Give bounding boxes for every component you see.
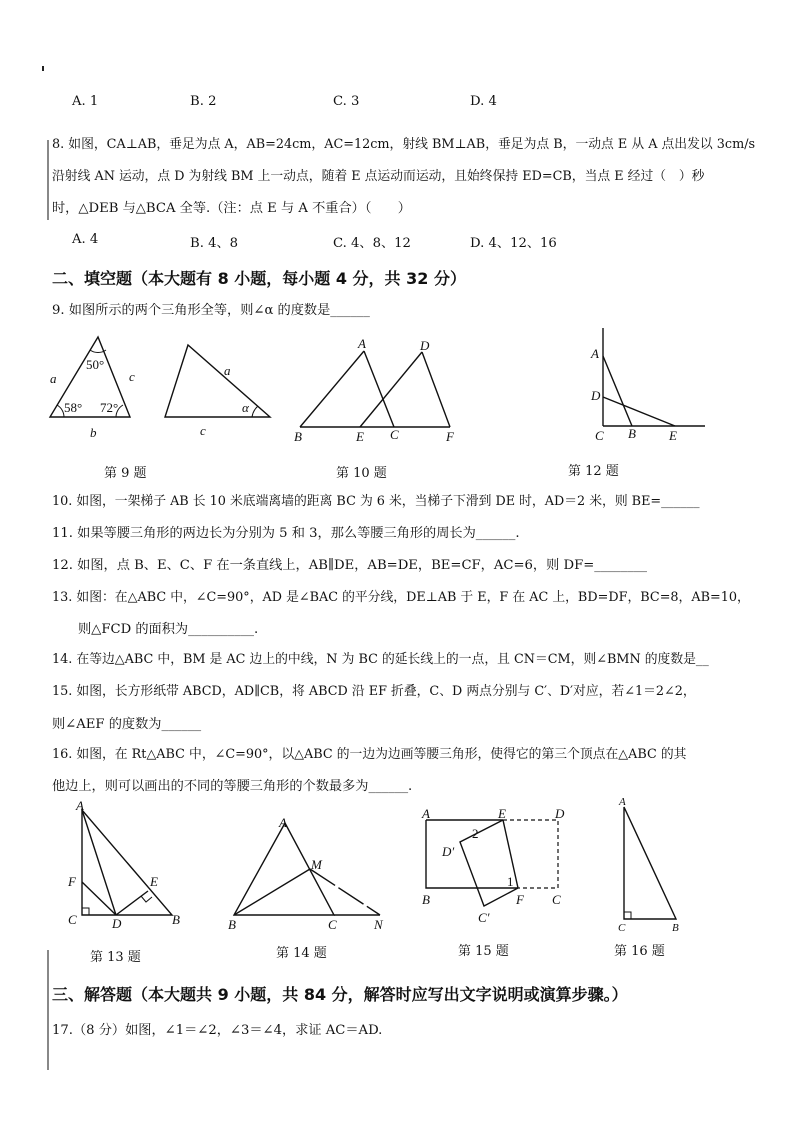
fig16-label-b: B xyxy=(672,922,679,934)
fig10-label-f: F xyxy=(446,429,454,444)
fig15-label-f: F xyxy=(516,892,524,907)
fig9-label-a2: a xyxy=(224,363,231,378)
fig9-angle-left: 58° xyxy=(64,400,83,415)
fig15-label-1: 1 xyxy=(507,874,514,889)
fig13-label-e: E xyxy=(150,874,158,889)
fig15-label-b: B xyxy=(422,892,430,907)
q8-line-2: 沿射线 AN 运动，点 D 为射线 BM 上一动点，随着 E 点运动而运动，且始终保持 ED=CB，当点 E 经过（ ）秒 xyxy=(52,169,705,184)
fig14-label-n: N xyxy=(374,917,383,932)
fig15-label-d1: D′ xyxy=(442,844,455,859)
section-3-title: 三、解答题（本大题共 9 小题，共 84 分，解答时应写出文字说明或演算步骤。） xyxy=(52,985,628,1004)
fig15-label-2: 2 xyxy=(472,826,479,841)
q10-text: 10. 如图，一架梯子 AB 长 10 米底端离墙的距离 BC 为 6 米，当梯子下滑到 DE 时，AD＝2 米，则 BE=______ xyxy=(52,494,700,509)
q13-line-2: 则△FCD 的面积为__________. xyxy=(78,622,259,637)
fig12-label-a: A xyxy=(591,346,599,361)
fig12-label-b: B xyxy=(628,426,636,441)
q16-line-1: 16. 如图，在 Rt△ABC 中，∠C=90°，以△ABC 的一边为边画等腰三角形，使得它的第三个顶点在△ABC 的其 xyxy=(52,747,687,762)
fig13-label-d: D xyxy=(112,916,122,931)
q12-text: 12. 如图，点 B、E、C、F 在一条直线上，AB∥DE，AB=DE，BE=CF，AC=6，则 DF=________ xyxy=(52,558,648,573)
fig10-label-a: A xyxy=(358,336,366,351)
fig16-label-c: C xyxy=(618,922,626,934)
fig13-label-c: C xyxy=(68,912,77,927)
q15-line-2: 则∠AEF 的度数为______ xyxy=(52,717,202,732)
q7-option-b: B. 2 xyxy=(190,94,217,109)
scan-mark xyxy=(42,66,44,71)
fig9-angle-top: 50° xyxy=(86,357,105,372)
caption-fig-10: 第 10 题 xyxy=(336,466,387,481)
fig9-label-alpha: α xyxy=(242,400,249,415)
q8-line-1: 8. 如图，CA⊥AB，垂足为点 A，AB=24cm，AC=12cm，射线 BM⊥AB，垂足为点 B，一动点 E 从 A 点出发以 3cm/s xyxy=(52,137,756,152)
caption-fig-15: 第 15 题 xyxy=(458,944,509,959)
scan-mark xyxy=(47,140,49,220)
figure-14 xyxy=(222,815,402,935)
caption-fig-14: 第 14 题 xyxy=(276,946,327,961)
fig9-angle-right: 72° xyxy=(100,400,119,415)
fig14-label-m: M xyxy=(311,857,322,872)
figure-10 xyxy=(290,335,470,445)
fig10-label-b: B xyxy=(294,429,302,444)
figure-16 xyxy=(610,795,700,935)
fig9-label-b: b xyxy=(90,425,97,440)
caption-fig-12: 第 12 题 xyxy=(568,464,619,479)
q7-option-a: A. 1 xyxy=(72,94,99,109)
fig12-label-d: D xyxy=(591,388,601,403)
section-2-title: 二、填空题（本大题有 8 小题，每小题 4 分，共 32 分） xyxy=(52,269,466,288)
fig15-label-a: A xyxy=(422,806,430,821)
fig9-label-a: a xyxy=(50,371,57,386)
q13-line-1: 13. 如图：在△ABC 中，∠C=90°，AD 是∠BAC 的平分线，DE⊥AB 于 E，F 在 AC 上，BD=DF，BC=8，AB=10， xyxy=(52,590,750,605)
fig10-label-d: D xyxy=(420,338,430,353)
fig15-label-e: E xyxy=(498,806,506,821)
fig15-label-c: C xyxy=(552,892,561,907)
fig12-label-c: C xyxy=(595,428,604,443)
fig13-label-a: A xyxy=(76,798,84,813)
q11-text: 11. 如果等腰三角形的两边长为分别为 5 和 3，那么等腰三角形的周长为______. xyxy=(52,526,520,541)
fig16-label-a: A xyxy=(619,796,626,808)
caption-fig-13: 第 13 题 xyxy=(90,950,141,965)
q8-option-d: D. 4、12、16 xyxy=(470,236,557,251)
fig15-label-d: D xyxy=(555,806,565,821)
figure-15 xyxy=(418,806,588,930)
q16-line-2: 他边上，则可以画出的不同的等腰三角形的个数最多为______. xyxy=(52,779,413,794)
caption-fig-16: 第 16 题 xyxy=(614,944,665,959)
q17-text: 17.（8 分）如图，∠1＝∠2，∠3＝∠4，求证 AC＝AD. xyxy=(52,1023,383,1038)
figure-12 xyxy=(585,322,735,452)
figure-13 xyxy=(62,800,192,930)
q9-text: 9. 如图所示的两个三角形全等，则∠α 的度数是______ xyxy=(52,303,370,318)
figure-9 xyxy=(40,325,280,445)
q8-option-a: A. 4 xyxy=(72,232,99,247)
q14-text: 14. 在等边△ABC 中，BM 是 AC 边上的中线，N 为 BC 的延长线上的一点，且 CN＝CM，则∠BMN 的度数是__ xyxy=(52,652,709,667)
fig14-label-b: B xyxy=(228,917,236,932)
q8-option-c: C. 4、8、12 xyxy=(333,236,411,251)
q8-option-b: B. 4、8 xyxy=(190,236,239,251)
q7-option-d: D. 4 xyxy=(470,94,497,109)
fig14-label-a: A xyxy=(279,815,287,830)
fig10-label-e: E xyxy=(356,429,364,444)
fig13-label-f: F xyxy=(68,874,76,889)
q8-line-3: 时，△DEB 与△BCA 全等.（注：点 E 与 A 不重合）（ ） xyxy=(52,201,411,216)
fig15-label-c1: C′ xyxy=(478,910,490,925)
scan-mark xyxy=(47,950,49,1070)
fig9-label-c2: c xyxy=(200,423,206,438)
caption-fig-9: 第 9 题 xyxy=(104,466,147,481)
fig13-label-b: B xyxy=(172,912,180,927)
fig14-label-c: C xyxy=(328,917,337,932)
fig10-label-c: C xyxy=(390,427,399,442)
q7-option-c: C. 3 xyxy=(333,94,360,109)
fig9-label-c: c xyxy=(129,369,135,384)
fig12-label-e: E xyxy=(669,428,677,443)
q15-line-1: 15. 如图，长方形纸带 ABCD，AD∥CB，将 ABCD 沿 EF 折叠，C、D 两点分别与 C′、D′对应，若∠1＝2∠2， xyxy=(52,684,696,699)
